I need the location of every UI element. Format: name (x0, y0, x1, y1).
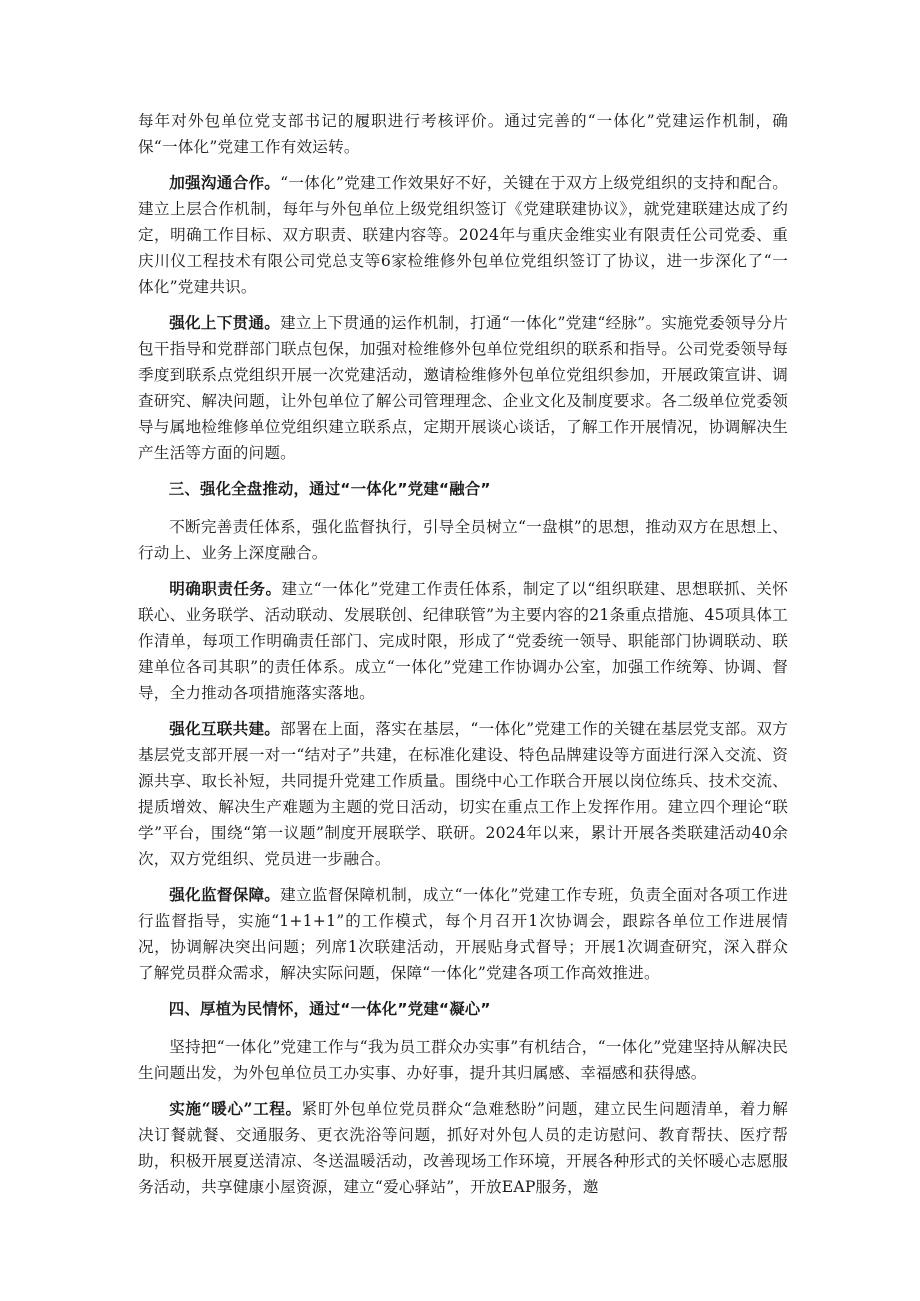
paragraph-continuation (138, 108, 788, 160)
paragraph-text: 不断完善责任体系，强化监督执行，引导全员树立“一盘棋”的思想，推动双方在思想上、行动上、业务上深度融合。 (138, 518, 788, 562)
paragraph-text: 建立“一体化”党建工作责任体系，制定了以“组织联建、思想联抓、关怀联心、业务联学、活动联动、发展联创、纪律联管”为主要内容的21条重点措施、45项具体工作清单，每项工作明确责任部门、完成时限，形成了“党委统一领导、职能部门协调联动、联建单位各司其职”的责任体系。成立“一体化”党建工作协调办公室，加强工作统筹、协调、督导，全力推动各项措施落实落地。 (138, 580, 788, 702)
paragraph-text: 部署在上面，落实在基层，“一体化”党建工作的关键在基层党支部。双方基层党支部开展一对一“结对子”共建，在标准化建设、特色品牌建设等方面进行深入交流、资源共享、取长补短，共同提升党建工作质量。围绕中心工作联合开展以岗位练兵、技术交流、提质增效、解决生产难题为主题的党日活动，切实在重点工作上发挥作用。建立四个理论“联学”平台，围绕“第一议题”制度开展联学、联研。2024年以来，累计开展各类联建活动40余次，双方党组织、党员进一步融合。 (138, 720, 788, 868)
paragraph-section-4-intro (138, 1034, 788, 1086)
section-heading-3: 三、强化全盘推动，通过“一体化”党建“融合” (168, 480, 491, 498)
paragraph-top-down-connection (138, 310, 788, 466)
paragraph-text: 建立监督保障机制，成立“一体化”党建工作专班，负责全面对各项工作进行监督指导，实施“1+1+1”的工作模式，每个月召开1次协调会，跟踪各单位工作进展情况，协调解决突出问题；列席1次联建活动，开展贴身式督导；开展1次调查研究，深入群众了解党员群众需求，解决实际问题，保障“一体化”党建各项工作高效推进。 (138, 886, 788, 982)
document-body (138, 108, 788, 1210)
paragraph-text: 紧盯外包单位党员群众“急难愁盼”问题，建立民生问题清单，着力解决订餐就餐、交通服务、更衣洗浴等问题，抓好对外包人员的走访慰问、教育帮扶、医疗帮助，积极开展夏送清凉、冬送温暖活动，改善现场工作环境，开展各种形式的关怀暖心志愿服务活动，共享健康小屋资源，建立“爱心驿站”，开放EAP服务，邀 (138, 1100, 788, 1196)
paragraph-lead: 实施“暖心”工程。 (169, 1099, 302, 1118)
paragraph-text: 建立上下贯通的运作机制，打通“一体化”党建“经脉”。实施党委领导分片包干指导和党群部门联点包保，加强对检维修外包单位党组织的联系和指导。公司党委领导每季度到联系点党组织开展一次党建活动，邀请检维修外包单位党组织参加，开展政策宣讲、调查研究、解决问题，让外包单位了解公司管理理念、企业文化及制度要求。各二级单位党委领导与属地检维修单位党组织建立联系点，定期开展谈心谈话，了解工作开展情况，协调解决生产生活等方面的问题。 (138, 314, 788, 462)
paragraph-lead: 强化上下贯通。 (169, 313, 281, 332)
paragraph-text: “一体化”党建工作效果好不好，关键在于双方上级党组织的支持和配合。建立上层合作机制，每年与外包单位上级党组织签订《党建联建协议》，就党建联建达成了约定，明确工作目标、双方职责、联建内容等。2024年与重庆金维实业有限责任公司党委、重庆川仪工程技术有限公司党总支等6家检维修外包单位党组织签订了协议，进一步深化了“一体化”党建共识。 (138, 174, 788, 296)
paragraph-clarify-duties (138, 576, 788, 706)
paragraph-lead: 强化互联共建。 (169, 719, 281, 738)
paragraph-joint-construction (138, 716, 788, 872)
paragraph-lead: 强化监督保障。 (169, 885, 281, 904)
paragraph-text: 坚持把“一体化”党建工作与“我为员工群众办实事”有机结合，“一体化”党建坚持从解决民生问题出发，为外包单位员工办实事、办好事，提升其归属感、幸福感和获得感。 (138, 1038, 788, 1082)
paragraph-warm-heart-project (138, 1096, 788, 1200)
paragraph-supervision (138, 882, 788, 986)
paragraph-lead: 明确职责任务。 (169, 579, 282, 598)
section-heading-4: 四、厚植为民情怀，通过“一体化”党建“凝心” (168, 1000, 491, 1018)
paragraph-section-3-intro (138, 514, 788, 566)
paragraph-text: 每年对外包单位党支部书记的履职进行考核评价。通过完善的“一体化”党建运作机制，确保“一体化”党建工作有效运转。 (138, 112, 788, 156)
paragraph-strengthen-communication (138, 170, 788, 300)
paragraph-lead: 加强沟通合作。 (169, 173, 281, 192)
